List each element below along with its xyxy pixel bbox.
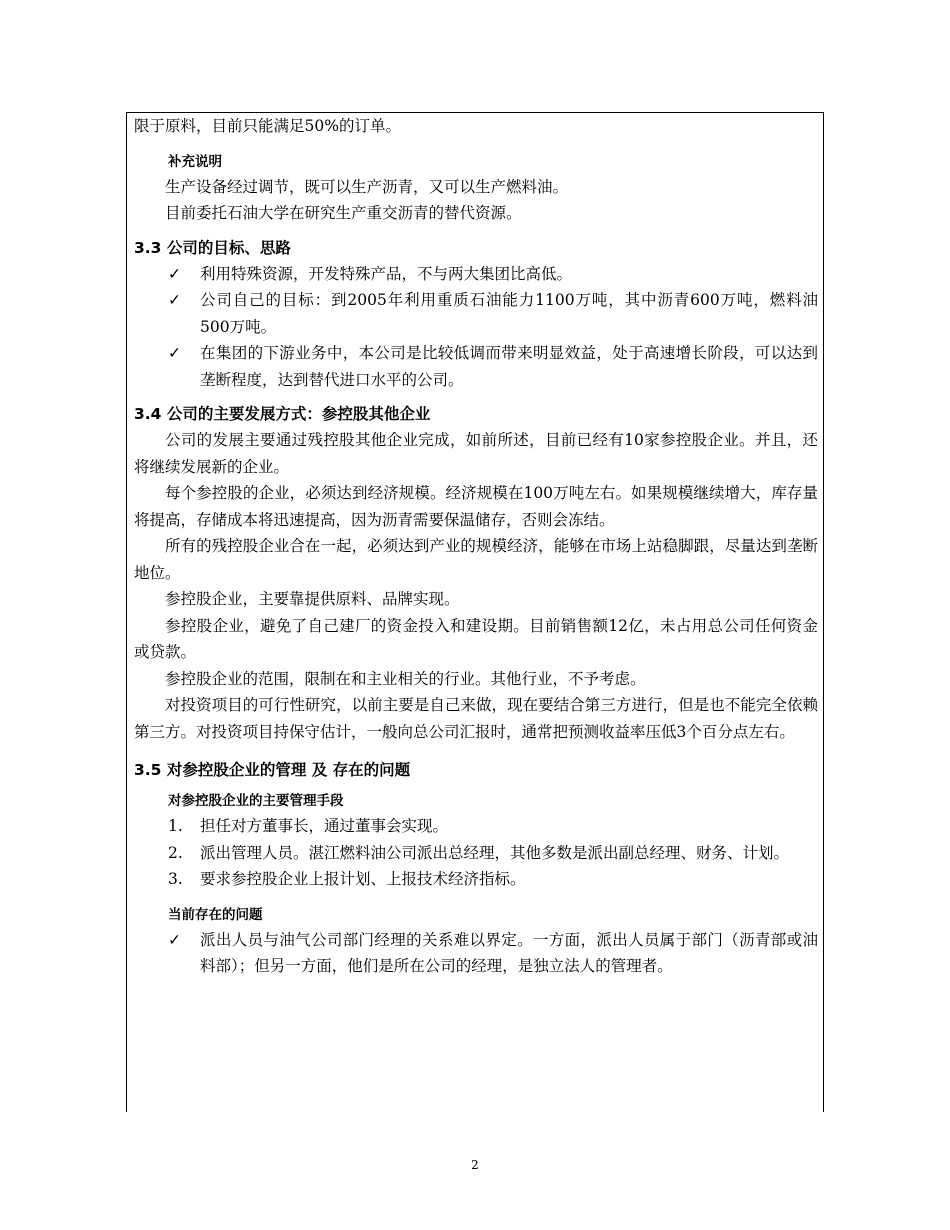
supplement-paragraph: 生产设备经过调节，既可以生产沥青，又可以生产燃料油。 [165,177,569,196]
means-item-text: 要求参控股企业上报计划、上报技术经济指标。 [200,870,526,888]
means-item [134,866,818,893]
section-3-4-paragraph: 参控股企业，主要靠提供原料、品牌实现。 [165,590,460,608]
check-icon: ✓ [168,291,181,309]
goal-item [134,261,818,288]
problem-item-text: 派出人员与油气公司部门经理的关系难以界定。一方面，派出人员属于部门（沥青部或油料部）；但另一方面，他们是所在公司的经理，是独立法人的管理者。 [200,930,818,975]
section-3-4-heading: 3.4 公司的主要发展方式：参控股其他企业 [134,405,431,423]
section-3-4-paragraph: 每个参控股的企业，必须达到经济规模。经济规模在100万吨左右。如果规模继续增大，库存量将提高，存储成本将迅速提高，因为沥青需要保温储存，否则会冻结。 [134,484,818,529]
means-item-number: 3. [168,870,183,888]
section-3-4-paragraph: 参控股企业，避免了自己建厂的资金投入和建设期。目前销售额12亿，未占用总公司任何资金或贷款。 [134,616,818,661]
section-3-4-paragraph: 对投资项目的可行性研究，以前主要是自己来做，现在要结合第三方进行，但是也不能完全依赖第三方。对投资项目持保守估计，一般向总公司汇报时，通常把预测收益率压低3个百分点左右。 [134,696,818,741]
means-item-text: 派出管理人员。湛江燃料油公司派出总经理，其他多数是派出副总经理、财务、计划。 [200,843,790,862]
check-icon: ✓ [168,264,181,283]
goal-item [134,287,818,340]
intro-text: 限于原料，目前只能满足50%的订单。 [134,117,401,135]
goal-item-text: 公司自己的目标：到2005年利用重质石油能力1100万吨，其中沥青600万吨，燃料油500万吨。 [200,291,818,336]
management-means-title: 对参控股企业的主要管理手段 [168,793,344,809]
goal-item [134,340,818,393]
section-3-4-paragraph: 参控股企业的范围，限制在和主业相关的行业。其他行业，不予考虑。 [165,669,646,688]
check-icon: ✓ [168,930,181,949]
supplement-paragraph: 目前委托石油大学在研究生产重交沥青的替代资源。 [165,204,522,222]
means-item-text: 担任对方董事长，通过董事会实现。 [200,817,449,835]
supplement-title: 补充说明 [168,153,222,170]
problem-item [134,927,818,980]
section-3-3-heading: 3.3 公司的目标、思路 [134,238,291,257]
goal-item-text: 利用特殊资源，开发特殊产品，不与两大集团比高低。 [200,264,573,283]
problems-title: 当前存在的问题 [168,906,263,923]
means-item-number: 2. [168,843,183,862]
section-3-4-paragraph: 公司的发展主要通过残控股其他企业完成，如前所述，目前已经有10家参控股企业。并且，还将继续发展新的企业。 [134,431,818,476]
document-body [134,113,818,980]
check-icon: ✓ [168,344,181,362]
means-item [134,813,818,840]
means-item [134,840,818,867]
section-3-5-heading: 3.5 对参控股企业的管理 及 存在的问题 [134,761,411,779]
page-number: 2 [471,1158,479,1172]
goal-item-text: 在集团的下游业务中，本公司是比较低调而带来明显效益，处于高速增长阶段，可以达到垄断程度，达到替代进口水平的公司。 [200,344,818,389]
section-3-4-paragraph: 所有的残控股企业合在一起，必须达到产业的规模经济，能够在市场上站稳脚跟，尽量达到垄断地位。 [134,537,818,582]
means-item-number: 1. [168,817,183,835]
